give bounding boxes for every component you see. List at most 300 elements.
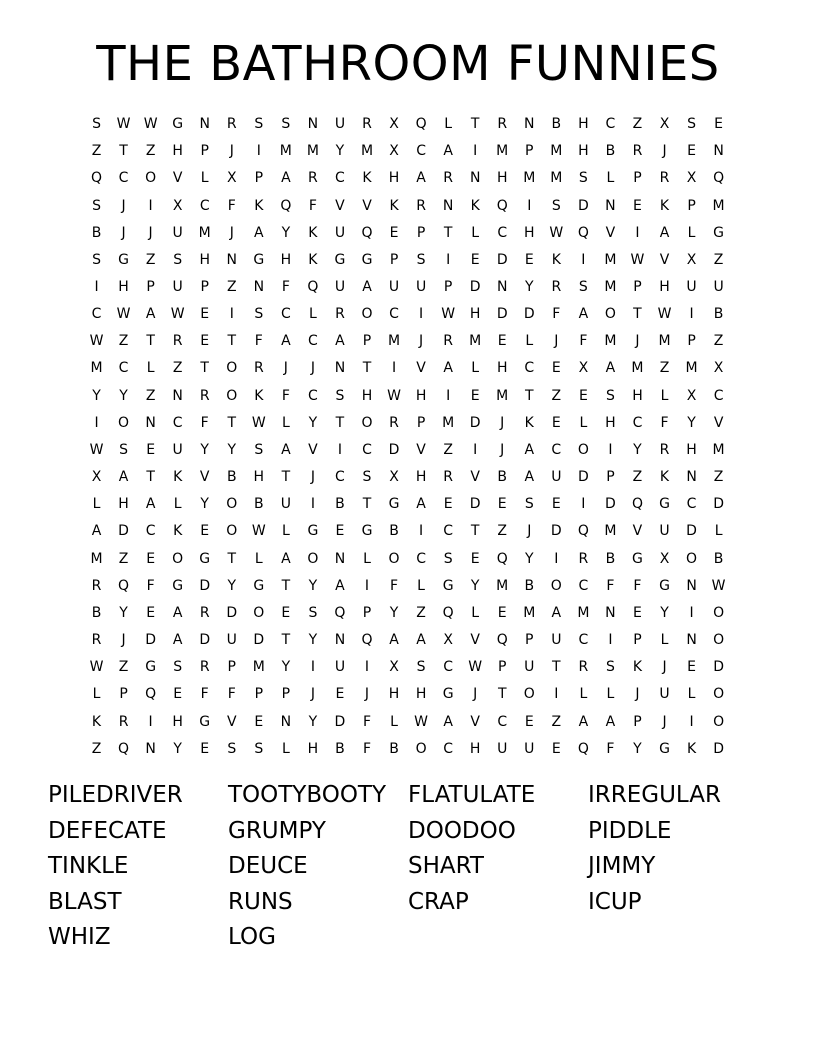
grid-letter: U bbox=[524, 740, 535, 757]
grid-letter: J bbox=[229, 224, 234, 241]
grid-letter: P bbox=[416, 414, 426, 431]
grid-letter: Z bbox=[145, 143, 156, 160]
grid-letter: F bbox=[362, 740, 372, 757]
grid-letter: Y bbox=[308, 414, 318, 431]
grid-letter: S bbox=[308, 604, 318, 621]
grid-letter: J bbox=[283, 360, 288, 377]
grid-letter: G bbox=[172, 577, 184, 594]
grid-letter: N bbox=[199, 116, 210, 133]
grid-letter: N bbox=[686, 469, 697, 486]
grid-letter: V bbox=[226, 713, 237, 730]
grid-letter: D bbox=[469, 496, 481, 513]
grid-letter: H bbox=[199, 251, 210, 268]
grid-letter: E bbox=[687, 143, 696, 160]
grid-letter: P bbox=[633, 279, 642, 296]
grid-letter: F bbox=[552, 306, 561, 323]
grid-letter: W bbox=[657, 306, 672, 323]
grid-letter: Q bbox=[496, 550, 508, 567]
grid-letter: A bbox=[389, 632, 399, 649]
grid-letter: Y bbox=[524, 279, 534, 296]
grid-letter: L bbox=[417, 577, 425, 594]
grid-letter: C bbox=[443, 740, 454, 757]
grid-letter: M bbox=[550, 170, 563, 187]
grid-letter: Y bbox=[633, 740, 642, 757]
grid-letter: X bbox=[91, 469, 102, 486]
grid-letter: M bbox=[631, 360, 644, 377]
grid-letter: B bbox=[226, 469, 237, 486]
grid-letter: O bbox=[713, 686, 725, 703]
grid-letter: S bbox=[551, 197, 561, 214]
grid-letter: L bbox=[281, 414, 290, 431]
grid-letter: M bbox=[90, 360, 103, 377]
grid-letter: T bbox=[281, 469, 291, 486]
grid-letter: L bbox=[525, 333, 534, 350]
grid-letter: I bbox=[94, 279, 99, 296]
grid-letter: B bbox=[91, 224, 102, 241]
grid-letter: P bbox=[200, 279, 209, 296]
grid-letter: E bbox=[714, 116, 724, 133]
grid-letter: T bbox=[200, 360, 209, 377]
grid-letter: I bbox=[364, 659, 370, 676]
grid-letter: A bbox=[524, 441, 535, 458]
grid-letter: A bbox=[524, 469, 535, 486]
grid-letter: P bbox=[606, 469, 615, 486]
grid-letter: L bbox=[308, 306, 317, 323]
grid-letter: A bbox=[659, 224, 670, 241]
grid-letter: S bbox=[119, 441, 129, 458]
grid-letter: H bbox=[524, 224, 535, 241]
grid-letter: H bbox=[659, 279, 670, 296]
grid-letter: K bbox=[551, 251, 561, 268]
grid-letter: Q bbox=[361, 224, 373, 241]
grid-row bbox=[83, 681, 733, 708]
grid-letter: A bbox=[551, 604, 562, 621]
grid-letter: Q bbox=[442, 604, 454, 621]
grid-letter: L bbox=[390, 713, 398, 730]
grid-letter: M bbox=[712, 441, 725, 458]
grid-letter: E bbox=[470, 251, 480, 268]
grid-letter: Y bbox=[524, 550, 534, 567]
grid-letter: H bbox=[415, 469, 427, 486]
grid-letter: H bbox=[280, 251, 292, 268]
grid-letter: R bbox=[389, 414, 399, 431]
grid-letter: L bbox=[471, 360, 480, 377]
grid-letter: F bbox=[660, 414, 669, 431]
grid-letter: M bbox=[496, 143, 509, 160]
grid-letter: Z bbox=[659, 360, 670, 377]
grid-letter: B bbox=[254, 496, 264, 513]
grid-letter: N bbox=[145, 414, 156, 431]
grid-letter: L bbox=[660, 387, 669, 404]
grid-letter: I bbox=[419, 523, 424, 540]
grid-letter: U bbox=[551, 469, 562, 486]
grid-letter: C bbox=[335, 469, 345, 486]
grid-letter: K bbox=[173, 469, 183, 486]
grid-letter: N bbox=[713, 143, 724, 160]
grid-letter: J bbox=[635, 686, 640, 703]
grid-letter: P bbox=[416, 224, 426, 241]
grid-letter: H bbox=[496, 360, 508, 377]
grid-letter: M bbox=[577, 604, 590, 621]
grid-letter: M bbox=[198, 224, 211, 241]
grid-letter: N bbox=[334, 360, 346, 377]
grid-letter: E bbox=[200, 740, 210, 757]
grid-letter: F bbox=[579, 333, 588, 350]
grid-letter: C bbox=[91, 306, 102, 323]
grid-letter: J bbox=[662, 659, 667, 676]
grid-row bbox=[83, 138, 733, 165]
grid-letter: D bbox=[605, 496, 616, 513]
grid-letter: A bbox=[578, 713, 589, 730]
grid-letter: I bbox=[364, 577, 370, 594]
grid-letter: Q bbox=[307, 279, 319, 296]
grid-letter: H bbox=[578, 143, 589, 160]
grid-letter: H bbox=[172, 143, 183, 160]
grid-letter: L bbox=[363, 550, 371, 567]
grid-row bbox=[83, 301, 733, 328]
grid-letter: J bbox=[364, 686, 370, 703]
grid-letter: M bbox=[496, 577, 509, 594]
grid-letter: A bbox=[362, 279, 372, 296]
grid-letter: C bbox=[308, 333, 318, 350]
grid-row bbox=[83, 328, 733, 355]
grid-letter: X bbox=[578, 360, 589, 377]
grid-letter: N bbox=[605, 197, 616, 214]
grid-letter: O bbox=[226, 387, 238, 404]
grid-letter: U bbox=[334, 116, 346, 133]
grid-letter: V bbox=[470, 469, 480, 486]
grid-letter: E bbox=[633, 197, 642, 214]
grid-letter: E bbox=[254, 713, 264, 730]
grid-letter: Y bbox=[92, 387, 101, 404]
grid-letter: U bbox=[334, 659, 346, 676]
grid-letter: Q bbox=[496, 197, 508, 214]
word-list-item: DOODOO bbox=[408, 817, 516, 844]
grid-letter: F bbox=[606, 577, 615, 594]
grid-letter: D bbox=[523, 306, 535, 323]
grid-letter: J bbox=[662, 143, 667, 160]
grid-letter: I bbox=[689, 713, 694, 730]
grid-letter: Y bbox=[119, 604, 128, 621]
grid-letter: M bbox=[523, 170, 536, 187]
grid-letter: F bbox=[390, 577, 399, 594]
grid-letter: H bbox=[578, 116, 589, 133]
grid-letter: R bbox=[118, 713, 129, 730]
grid-letter: G bbox=[442, 686, 454, 703]
grid-letter: C bbox=[335, 170, 345, 187]
grid-row bbox=[83, 518, 733, 545]
grid-letter: C bbox=[118, 170, 129, 187]
grid-letter: L bbox=[471, 604, 480, 621]
grid-letter: S bbox=[578, 170, 588, 187]
grid-letter: I bbox=[689, 306, 694, 323]
grid-letter: Q bbox=[631, 496, 643, 513]
grid-letter: J bbox=[473, 686, 478, 703]
grid-letter: A bbox=[145, 496, 156, 513]
grid-letter: K bbox=[362, 170, 372, 187]
grid-row bbox=[83, 192, 733, 219]
grid-letter: L bbox=[281, 523, 290, 540]
grid-letter: C bbox=[416, 143, 426, 160]
grid-letter: I bbox=[256, 143, 261, 160]
grid-letter: A bbox=[91, 523, 102, 540]
grid-letter: M bbox=[523, 604, 536, 621]
grid-letter: M bbox=[252, 659, 265, 676]
grid-letter: Z bbox=[118, 550, 129, 567]
grid-letter: P bbox=[362, 333, 372, 350]
grid-letter: R bbox=[497, 116, 508, 133]
grid-letter: O bbox=[604, 306, 616, 323]
grid-letter: Z bbox=[713, 251, 724, 268]
grid-letter: O bbox=[172, 550, 184, 567]
grid-letter: W bbox=[387, 387, 401, 404]
grid-letter: P bbox=[254, 686, 264, 703]
grid-letter: C bbox=[416, 550, 426, 567]
grid-letter: M bbox=[658, 333, 671, 350]
grid-letter: D bbox=[199, 632, 211, 649]
grid-letter: P bbox=[633, 713, 642, 730]
grid-letter: B bbox=[335, 496, 345, 513]
grid-letter: Y bbox=[389, 604, 399, 621]
grid-letter: E bbox=[633, 604, 642, 621]
grid-row bbox=[83, 274, 733, 301]
grid-letter: Z bbox=[416, 604, 426, 621]
grid-letter: P bbox=[498, 659, 507, 676]
grid-letter: Y bbox=[308, 632, 318, 649]
grid-letter: Z bbox=[632, 469, 643, 486]
grid-letter: S bbox=[687, 116, 696, 133]
grid-letter: J bbox=[527, 523, 532, 540]
grid-letter: A bbox=[254, 224, 264, 241]
grid-letter: V bbox=[605, 224, 616, 241]
grid-letter: R bbox=[578, 659, 589, 676]
grid-letter: S bbox=[254, 740, 264, 757]
grid-letter: Y bbox=[660, 604, 669, 621]
grid-letter: N bbox=[334, 632, 346, 649]
grid-letter: J bbox=[229, 143, 234, 160]
word-list-item: JIMMY bbox=[588, 853, 656, 879]
grid-letter: M bbox=[550, 143, 563, 160]
grid-letter: J bbox=[419, 333, 424, 350]
grid-letter: O bbox=[118, 414, 130, 431]
grid-letter: D bbox=[686, 523, 697, 540]
grid-letter: W bbox=[251, 414, 266, 431]
grid-letter: I bbox=[148, 713, 153, 730]
grid-letter: N bbox=[442, 197, 454, 214]
grid-letter: K bbox=[686, 740, 697, 757]
grid-letter: Z bbox=[91, 740, 102, 757]
word-search-grid bbox=[83, 111, 733, 763]
grid-letter: V bbox=[416, 360, 426, 377]
grid-letter: I bbox=[337, 441, 343, 458]
grid-letter: E bbox=[146, 604, 156, 621]
grid-letter: M bbox=[469, 333, 482, 350]
grid-letter: T bbox=[524, 387, 534, 404]
grid-letter: H bbox=[172, 713, 183, 730]
grid-row bbox=[83, 165, 733, 192]
grid-letter: Z bbox=[713, 469, 724, 486]
grid-letter: M bbox=[360, 143, 374, 160]
grid-letter: R bbox=[362, 116, 372, 133]
grid-letter: A bbox=[416, 632, 426, 649]
grid-letter: E bbox=[551, 740, 561, 757]
word-list-item: DEUCE bbox=[228, 853, 308, 879]
grid-letter: F bbox=[200, 414, 209, 431]
grid-letter: L bbox=[173, 496, 182, 513]
grid-letter: M bbox=[604, 251, 617, 268]
grid-letter: A bbox=[443, 143, 453, 160]
word-list-item: CRAP bbox=[408, 888, 469, 915]
grid-letter: F bbox=[254, 333, 263, 350]
word-list-item: FLATULATE bbox=[408, 782, 536, 808]
grid-letter: S bbox=[416, 659, 426, 676]
grid-letter: Q bbox=[145, 686, 157, 703]
grid-letter: P bbox=[687, 197, 696, 214]
grid-letter: M bbox=[306, 143, 319, 160]
grid-letter: A bbox=[145, 306, 156, 323]
grid-letter: O bbox=[253, 604, 265, 621]
word-list-item: GRUMPY bbox=[228, 817, 326, 844]
grid-letter: K bbox=[524, 414, 534, 431]
grid-letter: G bbox=[659, 577, 670, 594]
grid-letter: U bbox=[497, 740, 508, 757]
grid-letter: S bbox=[173, 659, 183, 676]
grid-letter: W bbox=[89, 333, 104, 350]
grid-row bbox=[83, 437, 733, 464]
grid-letter: B bbox=[524, 577, 535, 594]
grid-letter: L bbox=[606, 686, 615, 703]
word-list-item: DEFECATE bbox=[48, 817, 167, 844]
grid-letter: S bbox=[578, 279, 588, 296]
grid-letter: I bbox=[554, 686, 559, 703]
grid-letter: P bbox=[443, 279, 453, 296]
grid-letter: E bbox=[470, 387, 480, 404]
grid-letter: Z bbox=[713, 333, 724, 350]
grid-letter: Q bbox=[334, 604, 346, 621]
grid-letter: A bbox=[443, 713, 453, 730]
grid-letter: L bbox=[579, 686, 588, 703]
grid-letter: S bbox=[605, 659, 615, 676]
grid-letter: B bbox=[91, 604, 102, 621]
grid-letter: D bbox=[118, 523, 129, 540]
grid-letter: V bbox=[335, 197, 345, 214]
grid-letter: I bbox=[419, 306, 424, 323]
grid-letter: O bbox=[686, 550, 698, 567]
grid-letter: N bbox=[226, 251, 237, 268]
grid-letter: L bbox=[687, 224, 696, 241]
grid-letter: H bbox=[253, 469, 265, 486]
grid-letter: P bbox=[633, 170, 642, 187]
grid-letter: R bbox=[199, 659, 210, 676]
grid-letter: L bbox=[281, 740, 290, 757]
grid-letter: E bbox=[578, 387, 588, 404]
grid-letter: G bbox=[659, 496, 670, 513]
grid-letter: X bbox=[389, 659, 399, 676]
grid-letter: C bbox=[578, 632, 589, 649]
grid-letter: C bbox=[632, 414, 643, 431]
grid-letter: Q bbox=[118, 740, 130, 757]
grid-letter: A bbox=[281, 333, 291, 350]
grid-letter: M bbox=[604, 333, 617, 350]
grid-letter: S bbox=[173, 251, 183, 268]
grid-letter: F bbox=[146, 577, 155, 594]
grid-letter: S bbox=[92, 251, 101, 268]
grid-row bbox=[83, 708, 733, 735]
grid-letter: G bbox=[307, 523, 319, 540]
grid-letter: Z bbox=[172, 360, 183, 377]
grid-letter: W bbox=[414, 713, 428, 730]
grid-letter: E bbox=[335, 523, 345, 540]
grid-letter: P bbox=[281, 686, 291, 703]
grid-letter: B bbox=[551, 116, 562, 133]
grid-letter: S bbox=[605, 387, 615, 404]
grid-letter: D bbox=[577, 469, 589, 486]
grid-letter: J bbox=[121, 224, 126, 241]
grid-letter: S bbox=[92, 197, 101, 214]
grid-letter: Z bbox=[91, 143, 102, 160]
grid-letter: A bbox=[172, 632, 183, 649]
grid-letter: I bbox=[446, 387, 451, 404]
grid-row bbox=[83, 627, 733, 654]
grid-letter: V bbox=[416, 441, 426, 458]
grid-letter: U bbox=[172, 224, 183, 241]
grid-letter: O bbox=[226, 523, 238, 540]
grid-letter: I bbox=[229, 306, 234, 323]
grid-letter: O bbox=[550, 577, 562, 594]
grid-letter: N bbox=[605, 604, 616, 621]
grid-letter: X bbox=[226, 170, 237, 187]
grid-letter: Y bbox=[308, 577, 318, 594]
grid-row bbox=[83, 654, 733, 681]
grid-letter: S bbox=[254, 116, 264, 133]
grid-letter: O bbox=[226, 360, 238, 377]
grid-letter: A bbox=[578, 306, 589, 323]
grid-letter: C bbox=[145, 523, 156, 540]
grid-letter: V bbox=[172, 170, 183, 187]
grid-letter: R bbox=[226, 116, 237, 133]
grid-letter: R bbox=[443, 333, 453, 350]
grid-letter: Z bbox=[497, 523, 508, 540]
grid-letter: X bbox=[172, 197, 183, 214]
grid-letter: U bbox=[388, 279, 400, 296]
grid-letter: R bbox=[551, 279, 562, 296]
grid-letter: M bbox=[279, 143, 292, 160]
grid-letter: X bbox=[389, 116, 399, 133]
grid-letter: C bbox=[713, 387, 724, 404]
grid-letter: X bbox=[659, 550, 670, 567]
grid-letter: D bbox=[577, 197, 589, 214]
grid-letter: E bbox=[551, 360, 561, 377]
grid-letter: P bbox=[362, 604, 372, 621]
grid-letter: H bbox=[388, 686, 400, 703]
grid-row bbox=[83, 464, 733, 491]
grid-letter: C bbox=[389, 306, 399, 323]
grid-letter: F bbox=[308, 197, 317, 214]
grid-letter: I bbox=[608, 632, 613, 649]
grid-letter: U bbox=[659, 686, 670, 703]
grid-letter: S bbox=[443, 550, 453, 567]
grid-letter: F bbox=[281, 387, 290, 404]
grid-letter: U bbox=[172, 441, 183, 458]
grid-letter: Z bbox=[551, 713, 562, 730]
grid-letter: E bbox=[389, 224, 399, 241]
grid-letter: S bbox=[227, 740, 237, 757]
word-list-item: TINKLE bbox=[48, 853, 129, 879]
grid-row bbox=[83, 600, 733, 627]
grid-letter: N bbox=[524, 116, 535, 133]
grid-letter: D bbox=[145, 632, 156, 649]
grid-letter: Q bbox=[415, 116, 427, 133]
